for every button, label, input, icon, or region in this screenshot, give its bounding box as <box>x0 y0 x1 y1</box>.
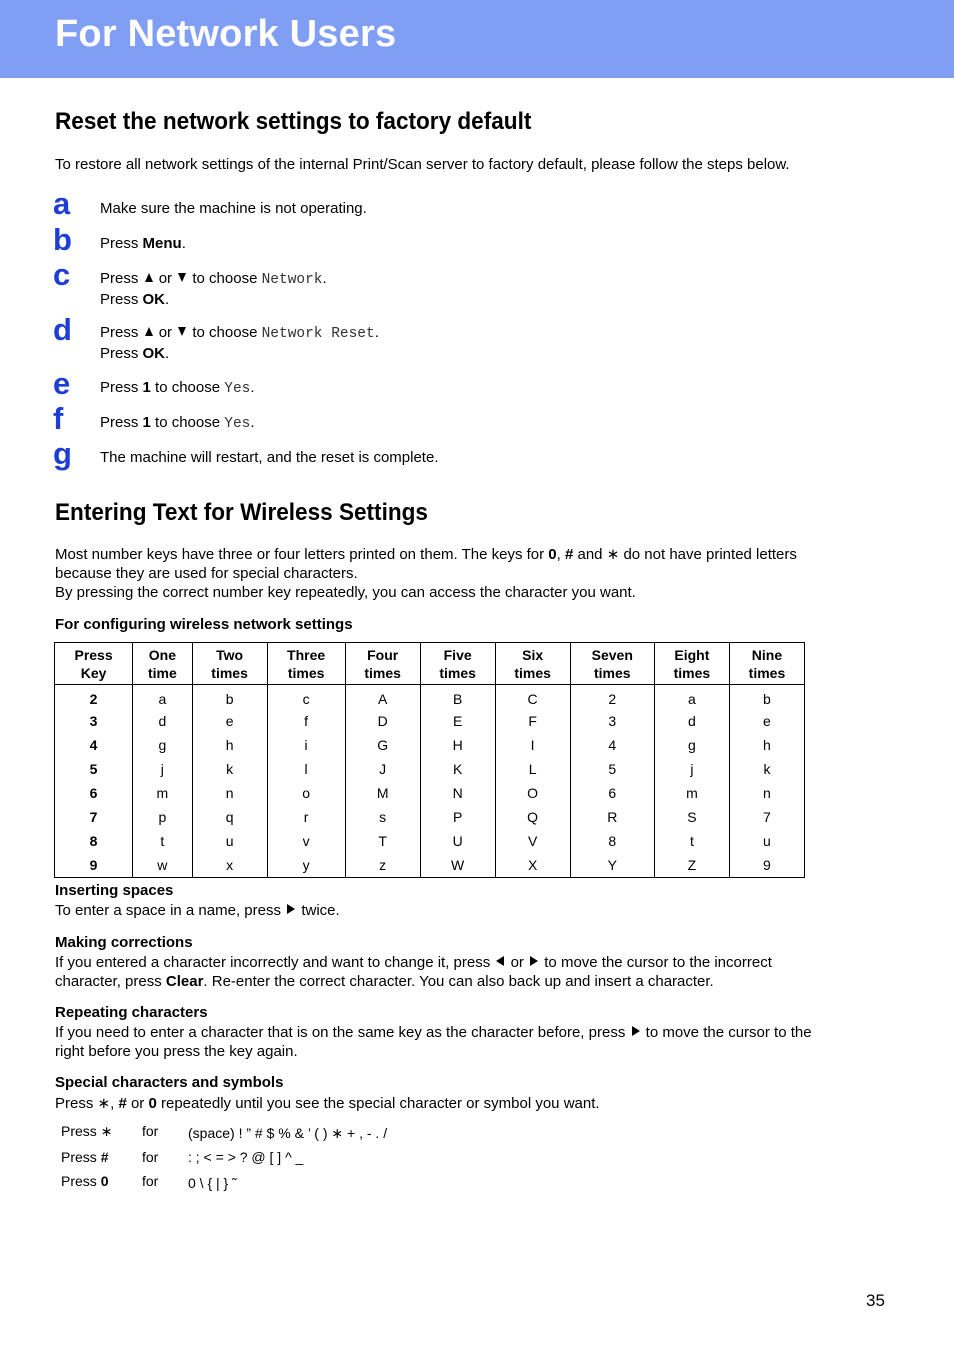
character-cell: z <box>345 853 420 878</box>
making-corrections-title: Making corrections <box>55 934 193 951</box>
table-row <box>55 781 805 805</box>
page-title: For Network Users <box>55 13 397 55</box>
character-cell: 8 <box>570 829 654 853</box>
character-cell: F <box>495 709 570 733</box>
character-cell: u <box>192 829 267 853</box>
reset-heading: Reset the network settings to factory default <box>55 108 532 135</box>
right-arrow-icon <box>287 904 295 914</box>
character-cell: 2 <box>570 685 654 710</box>
character-cell: T <box>345 829 420 853</box>
character-cell: D <box>345 709 420 733</box>
step-letter-c: c <box>53 257 71 292</box>
character-cell: b <box>729 685 804 710</box>
character-cell: k <box>192 757 267 781</box>
character-cell: x <box>192 853 267 878</box>
character-cell: I <box>495 733 570 757</box>
down-arrow-icon <box>178 273 186 282</box>
repeating-characters-title: Repeating characters <box>55 1004 208 1021</box>
character-cell: L <box>495 757 570 781</box>
table-header-cell: One time <box>133 643 192 685</box>
table-title: For configuring wireless network settings <box>55 616 353 633</box>
character-cell: 5 <box>570 757 654 781</box>
character-cell: M <box>345 781 420 805</box>
special-row-hash-for: for <box>142 1149 159 1165</box>
character-cell: b <box>192 685 267 710</box>
right-arrow-icon <box>632 1026 640 1036</box>
table-header-cell: Four times <box>345 643 420 685</box>
character-cell: i <box>267 733 345 757</box>
special-row-star-chars: (space) ! ” # $ % & ’ ( ) ∗ + , - . / <box>188 1125 388 1141</box>
character-cell: t <box>133 829 192 853</box>
down-arrow-icon <box>178 327 186 336</box>
character-cell: U <box>420 829 495 853</box>
key-cell: 4 <box>55 733 133 757</box>
making-corrections-text: If you entered a character incorrectly and want to change it, press or to move the cursor to the incorrect character, press Clear. Re-enter the correct character. You can also back up and insert a character. <box>55 954 772 990</box>
table-header-cell: Five times <box>420 643 495 685</box>
table-header-cell: Nine times <box>729 643 804 685</box>
character-cell: u <box>729 829 804 853</box>
character-cell: C <box>495 685 570 710</box>
key-cell: 7 <box>55 805 133 829</box>
inserting-spaces-text: To enter a space in a name, press twice. <box>55 902 340 919</box>
character-cell: g <box>654 733 729 757</box>
repeating-characters-text: If you need to enter a character that is on the same key as the character before, press to move the cursor to the right before you press the key again. <box>55 1024 812 1060</box>
text-entry-paragraph: Most number keys have three or four letters printed on them. The keys for 0, # and ∗ do not have printed letters because they are used for special characters. By pressing the correct number key repeatedly, you can access the character you want. <box>55 546 797 601</box>
special-row-zero-for: for <box>142 1173 159 1189</box>
character-cell: 3 <box>570 709 654 733</box>
character-cell: 6 <box>570 781 654 805</box>
table-header-cell: Six times <box>495 643 570 685</box>
table-row <box>55 757 805 781</box>
character-cell: v <box>267 829 345 853</box>
up-arrow-icon <box>145 273 153 282</box>
table-row <box>55 853 805 878</box>
character-cell: r <box>267 805 345 829</box>
step-letter-a: a <box>53 186 71 221</box>
inserting-spaces-title: Inserting spaces <box>55 882 174 899</box>
table-row <box>55 829 805 853</box>
character-cell: Z <box>654 853 729 878</box>
key-cell: 8 <box>55 829 133 853</box>
step-letter-f: f <box>53 401 64 436</box>
step-a-text: Make sure the machine is not operating. <box>100 200 367 217</box>
character-cell: 9 <box>729 853 804 878</box>
character-cell: a <box>654 685 729 710</box>
step-letter-e: e <box>53 366 71 401</box>
character-cell: S <box>654 805 729 829</box>
character-cell: K <box>420 757 495 781</box>
special-row-star-for: for <box>142 1123 159 1139</box>
page-number: 35 <box>866 1291 885 1310</box>
special-characters-title: Special characters and symbols <box>55 1074 284 1091</box>
character-cell: d <box>133 709 192 733</box>
character-cell: h <box>729 733 804 757</box>
character-cell: E <box>420 709 495 733</box>
character-cell: R <box>570 805 654 829</box>
character-cell: P <box>420 805 495 829</box>
character-cell: e <box>729 709 804 733</box>
reset-intro: To restore all network settings of the internal Print/Scan server to factory default, please follow the steps below. <box>55 156 790 173</box>
table-row <box>55 733 805 757</box>
character-cell: s <box>345 805 420 829</box>
left-arrow-icon <box>496 956 504 966</box>
special-row-hash-chars: : ; < = > ? @ [ ] ^ _ <box>188 1149 304 1165</box>
character-cell: w <box>133 853 192 878</box>
character-cell: 7 <box>729 805 804 829</box>
text-entry-heading: Entering Text for Wireless Settings <box>55 499 428 526</box>
character-cell: j <box>133 757 192 781</box>
character-cell: n <box>729 781 804 805</box>
character-cell: j <box>654 757 729 781</box>
character-cell: g <box>133 733 192 757</box>
character-cell: Q <box>495 805 570 829</box>
character-cell: O <box>495 781 570 805</box>
step-g-text: The machine will restart, and the reset is complete. <box>100 449 439 466</box>
character-cell: 4 <box>570 733 654 757</box>
right-arrow-icon <box>530 956 538 966</box>
special-row-hash-press: Press # <box>61 1149 109 1165</box>
key-cell: 6 <box>55 781 133 805</box>
table-row <box>55 709 805 733</box>
step-f-text: Press 1 to choose Yes. <box>100 414 255 432</box>
character-cell: l <box>267 757 345 781</box>
character-cell: N <box>420 781 495 805</box>
special-characters-text: Press ∗, # or 0 repeatedly until you see the special character or symbol you want. <box>55 1095 600 1112</box>
character-cell: m <box>133 781 192 805</box>
step-e-text: Press 1 to choose Yes. <box>100 379 255 397</box>
table-row <box>55 805 805 829</box>
special-row-zero-chars: 0 \ { | } ˜ <box>188 1175 237 1191</box>
table-row <box>55 685 805 710</box>
character-cell: V <box>495 829 570 853</box>
step-c-text: Press or to choose Network. Press OK. <box>100 270 327 308</box>
step-b-text: Press Menu. <box>100 235 186 252</box>
step-letter-g: g <box>53 436 72 471</box>
character-cell: c <box>267 685 345 710</box>
table-header-cell: Seven times <box>570 643 654 685</box>
key-cell: 9 <box>55 853 133 878</box>
character-cell: m <box>654 781 729 805</box>
step-d-text: Press or to choose Network Reset. Press OK. <box>100 324 379 362</box>
key-character-table <box>54 642 805 878</box>
up-arrow-icon <box>145 327 153 336</box>
character-cell: o <box>267 781 345 805</box>
character-cell: f <box>267 709 345 733</box>
special-row-zero-press: Press 0 <box>61 1173 109 1189</box>
character-cell: J <box>345 757 420 781</box>
character-cell: t <box>654 829 729 853</box>
character-cell: H <box>420 733 495 757</box>
character-cell: p <box>133 805 192 829</box>
table-header-cell: Eight times <box>654 643 729 685</box>
special-row-star-press: Press ∗ <box>61 1123 113 1139</box>
table-header-cell: Two times <box>192 643 267 685</box>
key-cell: 5 <box>55 757 133 781</box>
character-cell: a <box>133 685 192 710</box>
character-cell: n <box>192 781 267 805</box>
character-cell: k <box>729 757 804 781</box>
key-cell: 3 <box>55 709 133 733</box>
character-cell: q <box>192 805 267 829</box>
key-cell: 2 <box>55 685 133 710</box>
step-letter-d: d <box>53 312 72 347</box>
table-header-row <box>55 643 805 685</box>
character-cell: e <box>192 709 267 733</box>
character-cell: G <box>345 733 420 757</box>
character-cell: h <box>192 733 267 757</box>
character-cell: d <box>654 709 729 733</box>
character-cell: A <box>345 685 420 710</box>
character-cell: Y <box>570 853 654 878</box>
character-cell: y <box>267 853 345 878</box>
step-letter-b: b <box>53 222 72 257</box>
table-header-cell: Press Key <box>55 643 133 685</box>
character-cell: B <box>420 685 495 710</box>
character-cell: X <box>495 853 570 878</box>
character-cell: W <box>420 853 495 878</box>
table-header-cell: Three times <box>267 643 345 685</box>
header-banner <box>0 0 954 78</box>
